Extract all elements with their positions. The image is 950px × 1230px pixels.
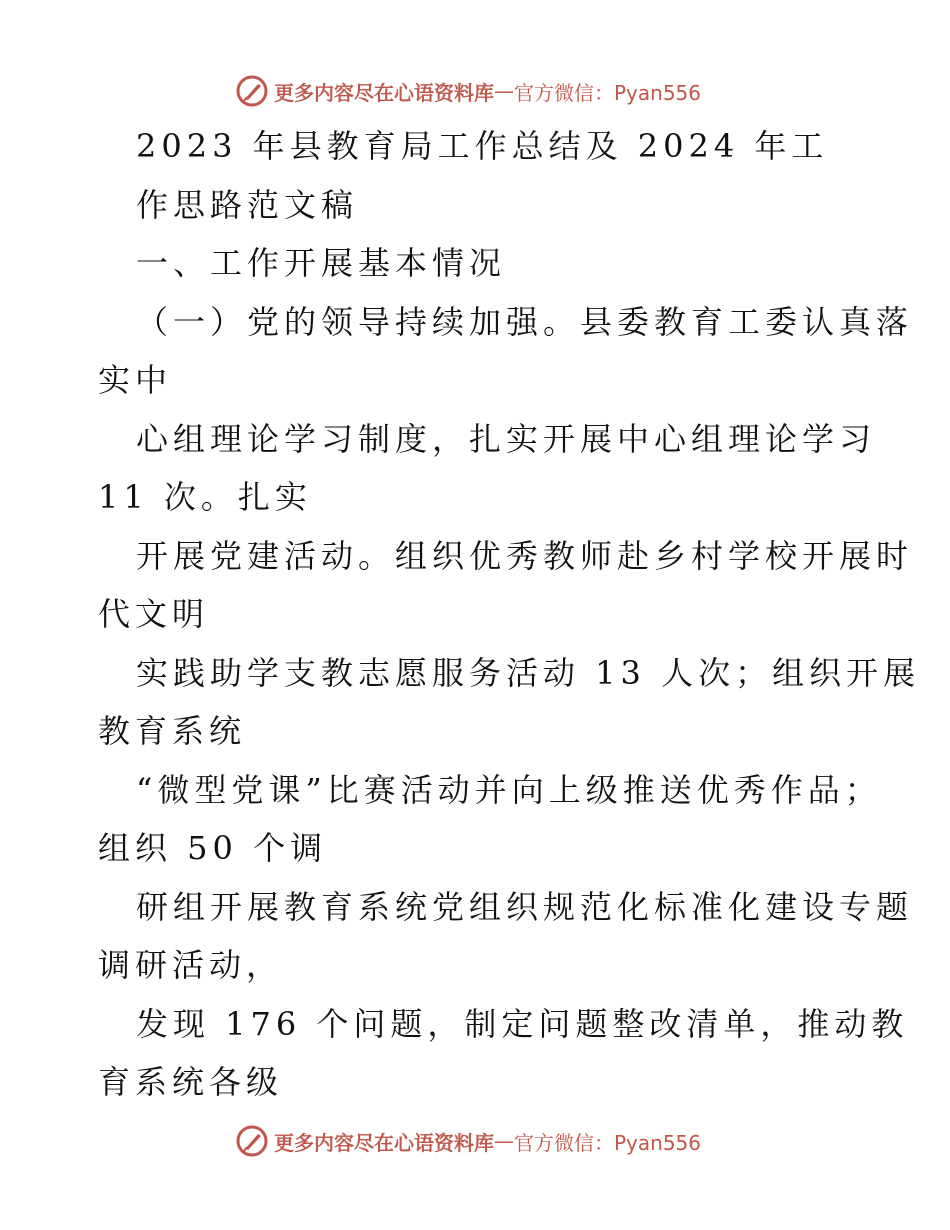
paragraph-line: 实中: [98, 361, 173, 399]
quill-logo-icon: [236, 1125, 268, 1157]
section-heading: 一、工作开展基本情况: [136, 244, 507, 282]
document-title-line-2: 作思路范文稿: [136, 186, 359, 224]
paragraph-line: 开展党建活动。组织优秀教师赴乡村学校开展时: [136, 537, 914, 575]
watermark-footer: [236, 1124, 701, 1158]
paragraph-line: 发现 176 个问题，制定问题整改清单，推动教: [136, 1005, 909, 1043]
paragraph-line: 育系统各级: [98, 1063, 284, 1101]
paragraph-line: 代文明: [98, 595, 210, 633]
watermark-contact: 官方微信：Pyan556: [514, 80, 702, 105]
paragraph-line: 调研活动，: [98, 946, 284, 984]
paragraph-line: （一）党的领导持续加强。县委教育工委认真落: [136, 303, 914, 341]
watermark-separator: —: [494, 79, 514, 103]
paragraph-line: 心组理论学习制度，扎实开展中心组理论学习: [136, 420, 877, 458]
quill-logo-icon: [236, 75, 268, 107]
paragraph-line: 实践助学支教志愿服务活动 13 人次；组织开展: [136, 654, 921, 692]
watermark-contact: 官方微信：Pyan556: [514, 1130, 702, 1155]
document-title-line-1: 2023 年县教育局工作总结及 2024 年工: [136, 127, 829, 165]
paragraph-line: 11 次。扎实: [98, 478, 312, 516]
watermark-text: 更多内容尽在心语资料库: [274, 1130, 494, 1155]
paragraph-line: 研组开展教育系统党组织规范化标准化建设专题: [136, 888, 914, 926]
paragraph-line: 组织 50 个调: [98, 829, 328, 867]
watermark-header: [236, 74, 701, 108]
watermark-separator: —: [494, 1129, 514, 1153]
paragraph-line: “微型党课”比赛活动并向上级推送优秀作品；: [136, 771, 882, 809]
watermark-text: 更多内容尽在心语资料库: [274, 80, 494, 105]
paragraph-line: 教育系统: [98, 712, 247, 750]
